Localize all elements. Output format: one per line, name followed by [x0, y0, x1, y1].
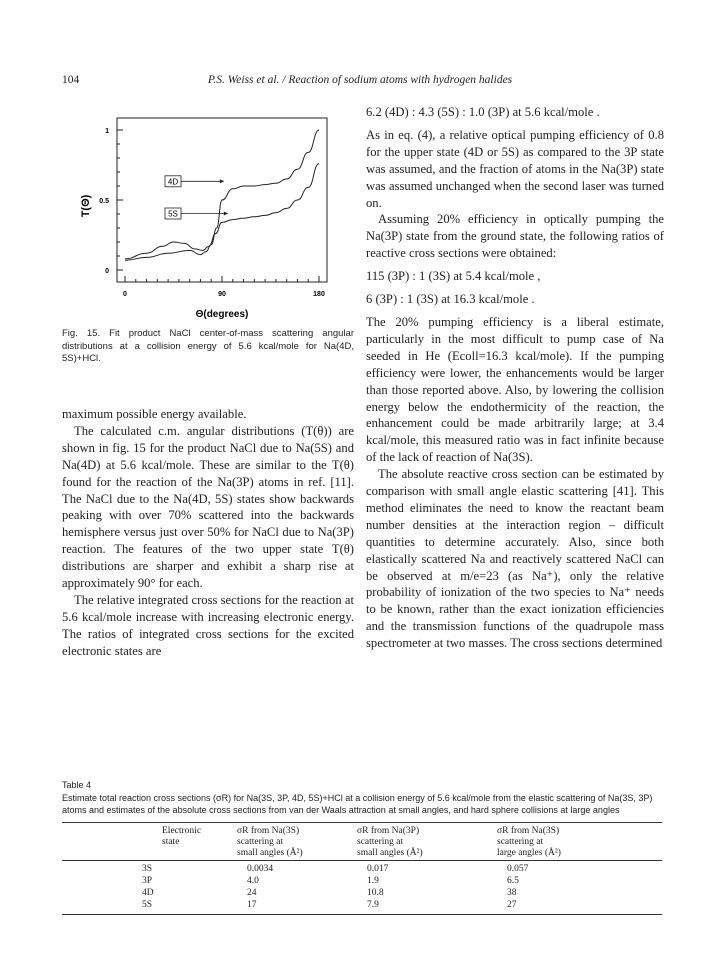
fig-15-plot	[80, 110, 345, 325]
right-paragraph-1: As in eq. (4), a relative optical pumping efficiency of 0.8 for the upper state (4D or 5S) as compared to the 3P state was assumed, and the fraction of atoms in the Na(3P) state was assumed unchanged when the second laser was turned on.	[366, 127, 664, 210]
left-paragraph-2: The calculated c.m. angular distributions (T(θ)) are shown in fig. 15 for the product NaCl due to Na(5S) and Na(4D) at 5.6 kcal/mole. These are similar to the T(θ) found for the reaction of the Na(3P) atoms in ref. [11]. The NaCl due to the Na(4D, 5S) states show backwards peaking with over 70% scattered into the backwards hemisphere versus just over 50% for NaCl due to Na(3P) reaction. The features of the two upper state T(θ) distributions are sharper and exhibit a sharp rise at approximately 90° for each.	[62, 423, 354, 591]
x-tick-label: 180	[313, 291, 325, 298]
table-header-cell: σR from Na(3S)	[497, 826, 560, 836]
left-paragraph-3: The relative integrated cross sections for the reaction at 5.6 kcal/mole increase with increasing electronic energy. The ratios of integrated cross sections for the excited electronic states are	[62, 592, 354, 658]
table-cell: 0.0034	[247, 864, 274, 874]
right-paragraph-4: The absolute reactive cross section can be estimated by comparison with small angle elastic scattering [41]. This method eliminates the need to know the reactant beam number densities at the interaction region – difficult quantities to determine accurately. Also, since both elastically scattered Na and reactively scattered NaCl can be observed at m/e=23 (as Na⁺), only the relative probability of ionization of the two species to Na⁺ needs to be known, rather than the exact ionization efficiencies and the transmission functions of the quadrupole mass spectrometer at two masses. The cross sections determined	[366, 467, 664, 651]
table-cell: 38	[507, 888, 517, 898]
table-cell: 4D	[142, 888, 154, 898]
table-header-cell: state	[162, 837, 180, 847]
equation-ratio-16-3: 6 (3P) : 1 (3S) at 16.3 kcal/mole .	[366, 292, 535, 307]
table-title: Table 4	[62, 780, 92, 790]
table-4	[62, 780, 662, 930]
left-paragraph-1: maximum possible energy available.	[62, 407, 247, 421]
curve-label-5S: 5S	[168, 209, 178, 219]
figure-caption: Fig. 15. Fit product NaCl center-of-mass scattering angular distributions at a collision energy of 5.6 kcal/mole for Na(4D, 5S)+HCl.	[62, 328, 354, 364]
table-header-cell: scattering at	[237, 837, 284, 847]
left-column	[62, 406, 354, 660]
page-number: 104	[62, 74, 80, 86]
table-cell: 4.0	[247, 876, 259, 886]
plot-ticks	[99, 128, 325, 298]
table-cell: 6.5	[507, 876, 519, 886]
table-cell: 7.9	[367, 900, 379, 910]
arrowhead	[224, 212, 228, 216]
right-paragraph-2: Assuming 20% efficiency in optically pumping the Na(3P) state from the ground state, the following ratios of reactive cross sections were obtained:	[366, 212, 664, 261]
table-cell: 3P	[142, 876, 153, 886]
table-body	[62, 820, 662, 930]
table-header-cell: scattering at	[357, 837, 404, 847]
right-paragraph-3: The 20% pumping efficiency is a liberal estimate, particularly in the most difficult to pump case of Na seeded in He (Ecoll=16.3 kcal/mole). If the pumping efficiency were lower, the enhancements would be larger than those reported above. Also, by lowering the collision energy below the endothermicity of the reaction, the enhancement could be made arbitrarily large; at 3.4 kcal/mole, this measured ratio was in fact infinite because of the lack of reaction of Na(3S).	[366, 314, 664, 465]
equation-ratio-5-4: 115 (3P) : 1 (3S) at 5.4 kcal/mole ,	[366, 269, 541, 284]
plot-labels	[165, 176, 228, 219]
series-4D-curve	[125, 130, 319, 260]
table-header-cell: scattering at	[497, 837, 544, 847]
x-tick-label: 0	[123, 291, 127, 298]
table-cell: 0.057	[507, 864, 529, 874]
y-tick-label: 0	[105, 268, 109, 275]
y-axis-label: T(Θ)	[80, 194, 92, 218]
table-rule-bottom	[62, 914, 662, 915]
table-cell: 24	[247, 888, 257, 898]
y-tick-label: 0.5	[99, 198, 109, 205]
table-cell: 3S	[142, 864, 153, 874]
table-cell: 10.8	[367, 888, 384, 898]
x-tick-label: 90	[218, 291, 226, 298]
figure-15	[80, 110, 345, 325]
table-header-cell: large angles (Å²)	[497, 848, 561, 858]
table-caption: Estimate total reaction cross sections (σR) for Na(3S, 3P, 4D, 5S)+HCl at a collision energy of 5.6 kcal/mole from the elastic scattering of Na(3S, 3P) atoms and estimates of the absolute cross sections from van der Waals attraction at small angles, and hard sphere collisions at large angles	[62, 793, 653, 815]
y-tick-label: 1	[105, 128, 109, 135]
plot-curves	[125, 130, 319, 260]
table-header-cell: σR from Na(3S)	[237, 826, 300, 836]
table-cell: 27	[507, 900, 517, 910]
table-cell: 0.017	[367, 864, 389, 874]
table-cell: 1.9	[367, 876, 379, 886]
table-header-cell: small angles (Å²)	[357, 848, 423, 858]
table-cell: 5S	[142, 900, 153, 910]
table-rule-mid	[62, 860, 662, 861]
equation-ratio-excited: 6.2 (4D) : 4.3 (5S) : 1.0 (3P) at 5.6 kcal/mole .	[366, 105, 600, 119]
arrowhead	[220, 179, 224, 183]
table-cell: 17	[247, 900, 257, 910]
table-header-cell: small angles (Å²)	[237, 848, 303, 858]
x-axis-label: Θ(degrees)	[195, 309, 249, 320]
table-rule-top	[62, 822, 662, 823]
table-header-cell: σR from Na(3P)	[357, 826, 420, 836]
table-header-cell: Electronic	[162, 826, 202, 836]
curve-label-4D: 4D	[167, 177, 179, 187]
right-column	[366, 104, 664, 652]
running-head: P.S. Weiss et al. / Reaction of sodium atoms with hydrogen halides	[207, 74, 513, 86]
